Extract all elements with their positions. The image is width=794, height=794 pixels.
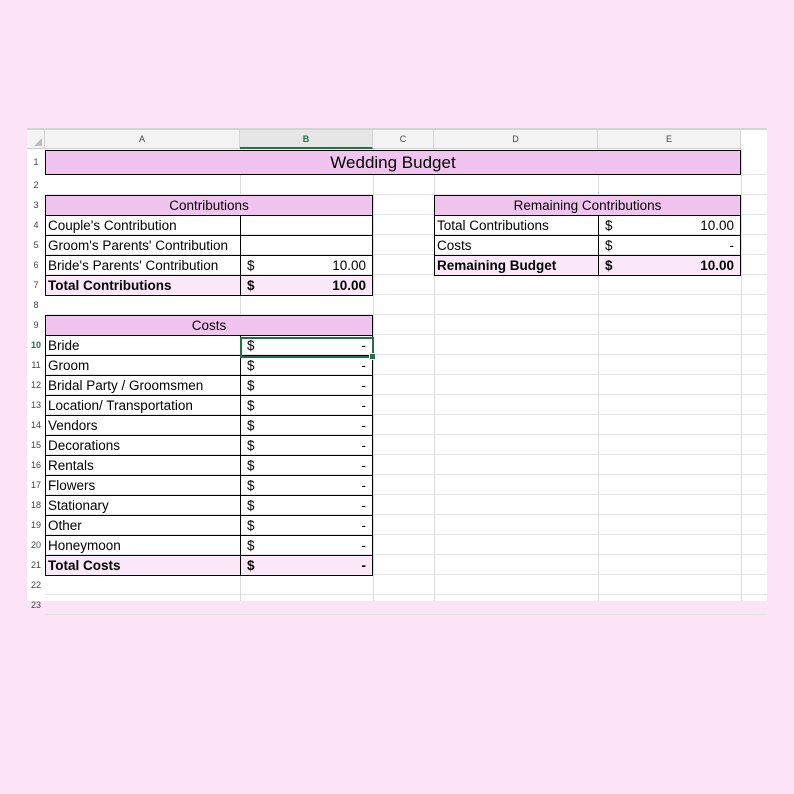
row-header-18[interactable]: 18 xyxy=(30,500,41,510)
row-header-22[interactable]: 22 xyxy=(30,580,41,590)
spreadsheet xyxy=(27,128,767,610)
remaining-value: 10.00 xyxy=(700,258,734,273)
costs-value: - xyxy=(361,458,366,473)
costs-value: - xyxy=(361,338,366,353)
column-header-b[interactable]: B xyxy=(240,130,373,149)
costs-value-cell[interactable] xyxy=(240,495,373,516)
contributions-label-cell[interactable] xyxy=(45,275,241,296)
row-header-2[interactable]: 2 xyxy=(33,180,39,190)
contributions-label-cell[interactable] xyxy=(45,255,241,276)
currency-symbol: $ xyxy=(247,558,255,573)
currency-symbol: $ xyxy=(247,338,255,353)
costs-value: - xyxy=(361,398,366,413)
costs-value: - xyxy=(361,438,366,453)
costs-value: - xyxy=(361,538,366,553)
costs-row-label: Decorations xyxy=(48,438,121,453)
costs-label-cell[interactable] xyxy=(45,395,241,416)
row-header-10[interactable]: 10 xyxy=(30,340,41,350)
active-cell-selection[interactable] xyxy=(240,337,374,358)
select-all-corner[interactable] xyxy=(27,130,45,149)
costs-row-label: Location/ Transportation xyxy=(48,398,193,413)
costs-label-cell[interactable] xyxy=(45,335,241,356)
remaining-value-cell[interactable] xyxy=(598,255,741,276)
contributions-row-label: Bride's Parents' Contribution xyxy=(48,258,219,273)
costs-row-label: Rentals xyxy=(48,458,94,473)
costs-value: - xyxy=(361,358,366,373)
currency-symbol: $ xyxy=(247,518,255,533)
column-header-e[interactable]: E xyxy=(598,130,741,149)
row-header-23[interactable]: 23 xyxy=(30,600,41,610)
costs-label-cell[interactable] xyxy=(45,355,241,376)
costs-label-cell[interactable] xyxy=(45,535,241,556)
remaining-value: - xyxy=(729,238,734,253)
costs-label-cell[interactable] xyxy=(45,455,241,476)
row-header-8[interactable]: 8 xyxy=(33,300,39,310)
currency-symbol: $ xyxy=(605,218,613,233)
costs-value: - xyxy=(361,418,366,433)
row-header-7[interactable]: 7 xyxy=(33,280,39,290)
remaining-header[interactable] xyxy=(434,195,741,216)
costs-header-label: Costs xyxy=(191,318,227,333)
page-title: Wedding Budget xyxy=(330,153,456,172)
contributions-value: 10.00 xyxy=(332,278,366,293)
contributions-label-cell[interactable] xyxy=(45,215,241,236)
costs-value: - xyxy=(361,478,366,493)
costs-row-label: Total Costs xyxy=(48,558,121,573)
contributions-value-cell[interactable] xyxy=(240,215,373,236)
costs-value: - xyxy=(361,378,366,393)
costs-value-cell[interactable] xyxy=(240,395,373,416)
currency-symbol: $ xyxy=(247,458,255,473)
costs-value-cell[interactable] xyxy=(240,355,373,376)
row-header-20[interactable]: 20 xyxy=(30,540,41,550)
remaining-label-cell[interactable] xyxy=(434,255,599,276)
contributions-value-cell[interactable] xyxy=(240,275,373,296)
contributions-row-label: Groom's Parents' Contribution xyxy=(48,238,228,253)
costs-value: - xyxy=(361,558,366,573)
currency-symbol: $ xyxy=(247,278,255,293)
costs-value: - xyxy=(361,518,366,533)
costs-label-cell[interactable] xyxy=(45,495,241,516)
costs-header[interactable] xyxy=(45,315,373,336)
row-header-19[interactable]: 19 xyxy=(30,520,41,530)
costs-label-cell[interactable] xyxy=(45,435,241,456)
costs-label-cell[interactable] xyxy=(45,415,241,436)
row-header-13[interactable]: 13 xyxy=(30,400,41,410)
row-header-15[interactable]: 15 xyxy=(30,440,41,450)
remaining-value-cell[interactable] xyxy=(598,235,741,256)
contributions-label-cell[interactable] xyxy=(45,235,241,256)
costs-row-label: Groom xyxy=(48,358,90,373)
currency-symbol: $ xyxy=(247,358,255,373)
currency-symbol: $ xyxy=(247,478,255,493)
remaining-value-cell[interactable] xyxy=(598,215,741,236)
grid-hline xyxy=(45,594,767,595)
contributions-header[interactable] xyxy=(45,195,373,216)
row-header-21[interactable]: 21 xyxy=(30,560,41,570)
costs-value-cell[interactable] xyxy=(240,555,373,576)
costs-value-cell[interactable] xyxy=(240,535,373,556)
grid-hline xyxy=(45,614,767,615)
costs-value-cell[interactable] xyxy=(240,515,373,536)
remaining-label-cell[interactable] xyxy=(434,215,599,236)
row-header-3[interactable]: 3 xyxy=(33,200,39,210)
currency-symbol: $ xyxy=(247,398,255,413)
column-header-a[interactable]: A xyxy=(45,130,240,149)
remaining-row-label: Total Contributions xyxy=(437,218,549,233)
row-header-11[interactable]: 11 xyxy=(31,360,41,370)
costs-value-cell[interactable] xyxy=(240,375,373,396)
row-header-9[interactable]: 9 xyxy=(33,320,39,330)
costs-row-label: Vendors xyxy=(48,418,98,433)
costs-value-cell[interactable] xyxy=(240,415,373,436)
contributions-header-label: Contributions xyxy=(169,198,249,213)
contributions-value-cell[interactable] xyxy=(240,235,373,256)
title-cell[interactable] xyxy=(45,150,741,175)
row-header-6[interactable]: 6 xyxy=(33,260,39,270)
row-header-5[interactable]: 5 xyxy=(33,240,39,250)
costs-row-label: Bride xyxy=(48,338,80,353)
costs-label-cell[interactable] xyxy=(45,515,241,536)
column-header-c[interactable]: C xyxy=(373,130,434,149)
currency-symbol: $ xyxy=(247,378,255,393)
remaining-row-label: Costs xyxy=(437,238,472,253)
costs-value-cell[interactable] xyxy=(240,455,373,476)
remaining-value: 10.00 xyxy=(700,218,734,233)
row-header-16[interactable]: 16 xyxy=(30,460,41,470)
costs-value-cell[interactable] xyxy=(240,475,373,496)
costs-row-label: Flowers xyxy=(48,478,96,493)
contributions-value: 10.00 xyxy=(332,258,366,273)
costs-row-label: Stationary xyxy=(48,498,109,513)
row-header-4[interactable]: 4 xyxy=(33,220,39,230)
row-header-1[interactable]: 1 xyxy=(33,157,39,167)
row-header-12[interactable]: 12 xyxy=(30,380,41,390)
costs-row-label: Other xyxy=(48,518,82,533)
currency-symbol: $ xyxy=(247,498,255,513)
remaining-row-label: Remaining Budget xyxy=(437,258,557,273)
currency-symbol: $ xyxy=(247,258,255,273)
row-header-14[interactable]: 14 xyxy=(30,420,41,430)
costs-label-cell[interactable] xyxy=(45,475,241,496)
currency-symbol: $ xyxy=(605,258,613,273)
currency-symbol: $ xyxy=(605,238,613,253)
contributions-row-label: Couple's Contribution xyxy=(48,218,177,233)
costs-row-label: Honeymoon xyxy=(48,538,121,553)
currency-symbol: $ xyxy=(247,418,255,433)
costs-value-cell[interactable] xyxy=(240,435,373,456)
remaining-label-cell[interactable] xyxy=(434,235,599,256)
contributions-value-cell[interactable] xyxy=(240,255,373,276)
costs-row-label: Bridal Party / Groomsmen xyxy=(48,378,204,393)
row-header-17[interactable]: 17 xyxy=(30,480,41,490)
costs-label-cell[interactable] xyxy=(45,375,241,396)
column-header-d[interactable]: D xyxy=(434,130,598,149)
remaining-header-label: Remaining Contributions xyxy=(513,198,662,213)
costs-label-cell[interactable] xyxy=(45,555,241,576)
contributions-row-label: Total Contributions xyxy=(48,278,172,293)
costs-value: - xyxy=(361,498,366,513)
currency-symbol: $ xyxy=(247,538,255,553)
currency-symbol: $ xyxy=(247,438,255,453)
